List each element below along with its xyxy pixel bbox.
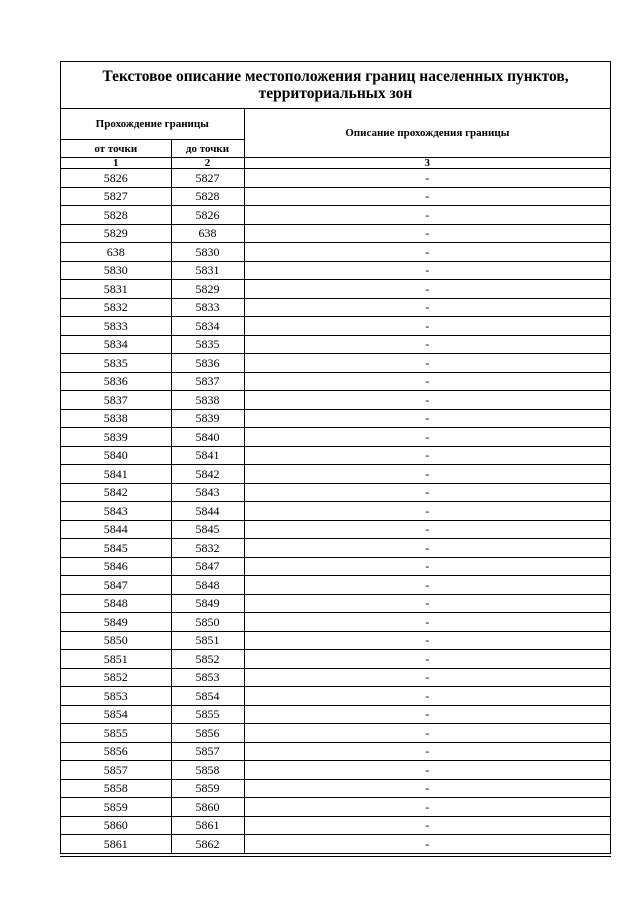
table-row [61, 169, 610, 188]
table-body [61, 169, 610, 854]
table-row [61, 835, 610, 854]
table-row [61, 391, 610, 410]
from-point-cell: 5828 [61, 206, 171, 225]
to-point-cell: 5843 [171, 483, 244, 502]
from-point-cell: 5834 [61, 335, 171, 354]
from-point-cell: 5859 [61, 798, 171, 817]
boundary-table [61, 109, 610, 854]
from-point-cell: 5832 [61, 298, 171, 317]
from-point-cell: 5861 [61, 835, 171, 854]
table-row [61, 243, 610, 262]
to-point-cell: 5853 [171, 668, 244, 687]
table-row [61, 761, 610, 780]
from-point-cell: 5856 [61, 742, 171, 761]
table-row [61, 206, 610, 225]
table-row [61, 409, 610, 428]
description-header: Описание прохождения границы [244, 109, 610, 158]
to-point-cell: 5857 [171, 742, 244, 761]
description-cell: - [244, 372, 610, 391]
from-point-cell: 5852 [61, 668, 171, 687]
boundary-table-sheet [60, 61, 611, 854]
to-point-cell: 5838 [171, 391, 244, 410]
description-cell: - [244, 483, 610, 502]
from-point-cell: 5826 [61, 169, 171, 188]
to-point-cell: 5850 [171, 613, 244, 632]
table-row [61, 668, 610, 687]
from-point-cell: 5842 [61, 483, 171, 502]
description-cell: - [244, 687, 610, 706]
description-cell: - [244, 613, 610, 632]
description-cell: - [244, 576, 610, 595]
description-cell: - [244, 742, 610, 761]
column-number-2: 2 [171, 158, 244, 169]
table-row [61, 224, 610, 243]
to-point-cell: 5842 [171, 465, 244, 484]
to-point-cell: 5826 [171, 206, 244, 225]
to-point-cell: 5836 [171, 354, 244, 373]
to-point-cell: 5841 [171, 446, 244, 465]
from-point-cell: 5838 [61, 409, 171, 428]
to-point-cell: 5859 [171, 779, 244, 798]
to-point-cell: 5827 [171, 169, 244, 188]
description-cell: - [244, 465, 610, 484]
from-point-cell: 5841 [61, 465, 171, 484]
from-point-cell: 5833 [61, 317, 171, 336]
to-point-cell: 5858 [171, 761, 244, 780]
description-cell: - [244, 317, 610, 336]
to-point-cell: 5862 [171, 835, 244, 854]
document-title [61, 62, 610, 109]
description-cell: - [244, 261, 610, 280]
description-cell: - [244, 502, 610, 521]
from-point-cell: 5836 [61, 372, 171, 391]
description-cell: - [244, 650, 610, 669]
from-point-cell: 5851 [61, 650, 171, 669]
description-cell: - [244, 224, 610, 243]
description-cell: - [244, 187, 610, 206]
table-row [61, 539, 610, 558]
table-bottom-rule [60, 856, 611, 857]
table-row [61, 354, 610, 373]
description-cell: - [244, 391, 610, 410]
to-point-cell: 5856 [171, 724, 244, 743]
to-point-cell: 5845 [171, 520, 244, 539]
description-cell: - [244, 761, 610, 780]
table-row [61, 261, 610, 280]
to-point-cell: 5847 [171, 557, 244, 576]
from-point-cell: 5857 [61, 761, 171, 780]
description-cell: - [244, 724, 610, 743]
table-row [61, 187, 610, 206]
from-point-cell: 5844 [61, 520, 171, 539]
to-point-cell: 5860 [171, 798, 244, 817]
to-point-cell: 5839 [171, 409, 244, 428]
from-point-cell: 5849 [61, 613, 171, 632]
table-row [61, 798, 610, 817]
table-row [61, 613, 610, 632]
table-row [61, 779, 610, 798]
description-cell: - [244, 206, 610, 225]
description-cell: - [244, 280, 610, 299]
description-cell: - [244, 446, 610, 465]
from-point-cell: 5850 [61, 631, 171, 650]
from-point-cell: 5854 [61, 705, 171, 724]
from-point-cell: 5843 [61, 502, 171, 521]
table-row [61, 742, 610, 761]
description-cell: - [244, 668, 610, 687]
table-row [61, 428, 610, 447]
from-point-cell: 5835 [61, 354, 171, 373]
table-row [61, 465, 610, 484]
from-point-cell: 5847 [61, 576, 171, 595]
to-point-cell: 5849 [171, 594, 244, 613]
to-point-cell: 5833 [171, 298, 244, 317]
to-point-cell: 5834 [171, 317, 244, 336]
document-title-text: Текстовое описание местоположения границ населенных пунктов, территориальных зон [102, 68, 569, 102]
table-row [61, 816, 610, 835]
from-point-cell: 5827 [61, 187, 171, 206]
description-cell: - [244, 798, 610, 817]
description-cell: - [244, 169, 610, 188]
from-point-cell: 5860 [61, 816, 171, 835]
from-point-cell: 638 [61, 243, 171, 262]
table-row [61, 446, 610, 465]
table-row [61, 280, 610, 299]
from-point-cell: 5853 [61, 687, 171, 706]
description-cell: - [244, 520, 610, 539]
table-row [61, 687, 610, 706]
to-point-cell: 5837 [171, 372, 244, 391]
table-row [61, 557, 610, 576]
from-point-header: от точки [61, 140, 171, 158]
description-cell: - [244, 705, 610, 724]
to-point-cell: 5861 [171, 816, 244, 835]
table-row [61, 317, 610, 336]
description-cell: - [244, 835, 610, 854]
to-point-cell: 5851 [171, 631, 244, 650]
from-point-cell: 5848 [61, 594, 171, 613]
passage-header: Прохождение границы [61, 109, 244, 140]
table-row [61, 650, 610, 669]
to-point-cell: 5852 [171, 650, 244, 669]
to-point-cell: 5840 [171, 428, 244, 447]
description-cell: - [244, 409, 610, 428]
from-point-cell: 5839 [61, 428, 171, 447]
from-point-cell: 5831 [61, 280, 171, 299]
to-point-cell: 5830 [171, 243, 244, 262]
column-number-1: 1 [61, 158, 171, 169]
description-cell: - [244, 354, 610, 373]
description-cell: - [244, 816, 610, 835]
from-point-cell: 5855 [61, 724, 171, 743]
to-point-header: до точки [171, 140, 244, 158]
table-row [61, 372, 610, 391]
from-point-cell: 5830 [61, 261, 171, 280]
table-row [61, 502, 610, 521]
to-point-cell: 5831 [171, 261, 244, 280]
to-point-cell: 5855 [171, 705, 244, 724]
description-cell: - [244, 298, 610, 317]
to-point-cell: 5848 [171, 576, 244, 595]
column-number-3: 3 [244, 158, 610, 169]
table-row [61, 483, 610, 502]
from-point-cell: 5845 [61, 539, 171, 558]
to-point-cell: 5829 [171, 280, 244, 299]
table-row [61, 705, 610, 724]
description-cell: - [244, 779, 610, 798]
to-point-cell: 5835 [171, 335, 244, 354]
to-point-cell: 638 [171, 224, 244, 243]
to-point-cell: 5854 [171, 687, 244, 706]
from-point-cell: 5840 [61, 446, 171, 465]
description-cell: - [244, 539, 610, 558]
table-row [61, 631, 610, 650]
to-point-cell: 5832 [171, 539, 244, 558]
from-point-cell: 5837 [61, 391, 171, 410]
table-row [61, 520, 610, 539]
from-point-cell: 5846 [61, 557, 171, 576]
table-row [61, 576, 610, 595]
table-row [61, 298, 610, 317]
from-point-cell: 5829 [61, 224, 171, 243]
description-cell: - [244, 335, 610, 354]
description-cell: - [244, 243, 610, 262]
to-point-cell: 5844 [171, 502, 244, 521]
table-header [61, 109, 610, 169]
description-cell: - [244, 594, 610, 613]
description-cell: - [244, 428, 610, 447]
from-point-cell: 5858 [61, 779, 171, 798]
description-cell: - [244, 631, 610, 650]
to-point-cell: 5828 [171, 187, 244, 206]
table-row [61, 335, 610, 354]
table-row [61, 594, 610, 613]
description-cell: - [244, 557, 610, 576]
table-row [61, 724, 610, 743]
